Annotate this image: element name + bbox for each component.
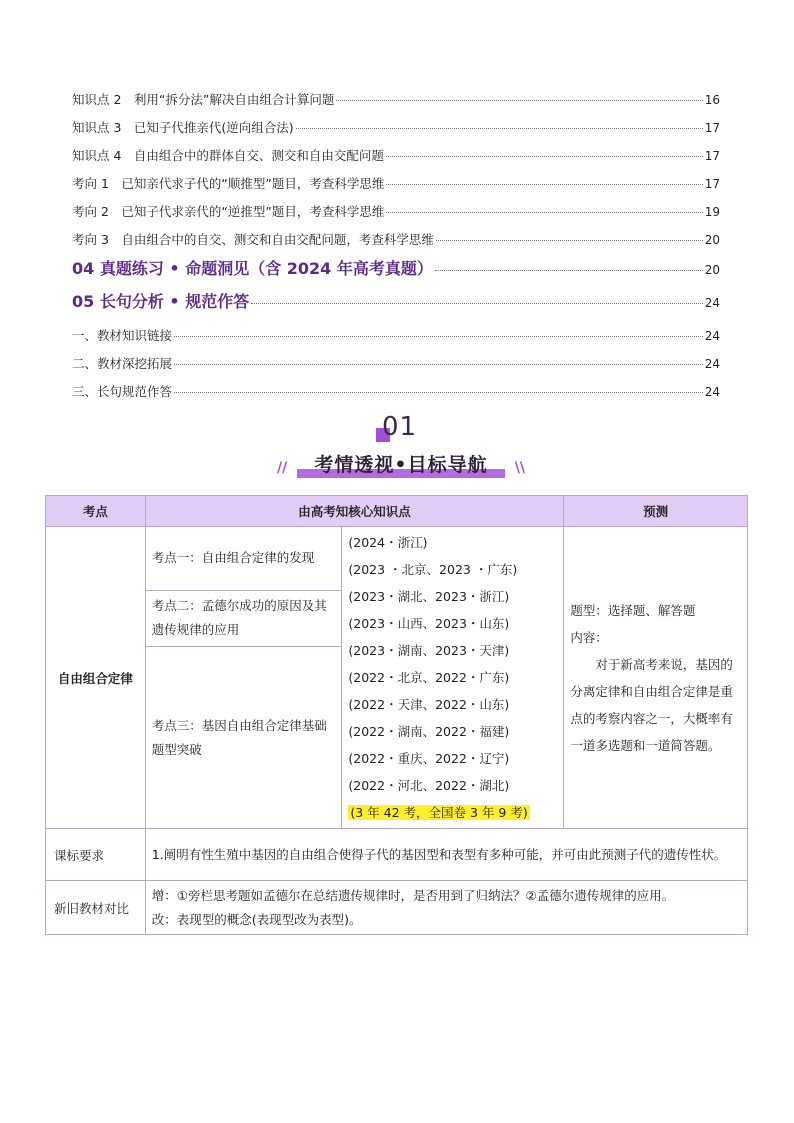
header-predict: 预测 xyxy=(564,496,748,527)
toc-label: 知识点 2 利用“拆分法”解决自由组合计算问题 xyxy=(72,92,335,107)
toc-row-section[interactable] xyxy=(72,261,720,278)
years-list xyxy=(342,527,563,828)
section-heading xyxy=(0,408,794,478)
point-cell: 考点三：基因自由组合定律基础题型突破 xyxy=(145,647,342,829)
toc-leader xyxy=(336,100,702,101)
toc-label: 05 长句分析 • 规范作答 xyxy=(72,292,250,311)
slash-decoration-right: \\ xyxy=(514,460,525,476)
point-cell: 考点一：自由组合定律的发现 xyxy=(145,527,342,591)
year-item: (2022・河北、2022・湖北) xyxy=(348,778,510,793)
toc-page: 24 xyxy=(704,296,720,310)
header-kaodian: 考点 xyxy=(46,496,146,527)
year-item: (2023 ・北京、2023 ・广东) xyxy=(348,562,518,577)
toc-label: 考向 1 已知亲代求子代的“顺推型”题目，考查科学思维 xyxy=(72,176,385,191)
year-item: (2022・北京、2022・广东) xyxy=(348,670,510,685)
toc-row-section[interactable] xyxy=(72,294,720,311)
point-cell: 考点二：孟德尔成功的原因及其遗传规律的应用 xyxy=(145,590,342,647)
exam-overview-table xyxy=(45,495,748,935)
toc-row[interactable] xyxy=(72,204,720,220)
header-core-knowledge: 由高考知核心知识点 xyxy=(145,496,564,527)
toc-row[interactable] xyxy=(72,176,720,192)
toc-row[interactable] xyxy=(72,356,720,372)
toc-row[interactable] xyxy=(72,120,720,136)
toc-page: 17 xyxy=(704,177,720,191)
toc-label: 二、教材深挖拓展 xyxy=(72,356,173,371)
toc-page: 17 xyxy=(704,121,720,135)
table-row xyxy=(46,527,748,591)
toc-leader xyxy=(174,364,703,365)
toc-leader xyxy=(296,128,703,129)
toc-page: 24 xyxy=(704,329,720,343)
toc-label: 考向 2 已知子代求亲代的“逆推型”题目，考查科学思维 xyxy=(72,204,385,219)
section-number xyxy=(376,412,436,442)
toc-row[interactable] xyxy=(72,148,720,164)
toc-label: 考向 3 自由组合中的自交、测交和自由交配问题，考查科学思维 xyxy=(72,232,434,247)
year-item: (2022・重庆、2022・辽宁) xyxy=(348,751,510,766)
predict-type: 题型：选择题、解答题 xyxy=(570,602,696,618)
toc-label: 一、教材知识链接 xyxy=(72,328,173,343)
year-item: (2022・湖南、2022・福建) xyxy=(348,724,510,739)
toc-label: 知识点 4 自由组合中的群体自交、测交和自由交配问题 xyxy=(72,148,384,163)
compare-cell xyxy=(145,881,747,935)
toc-page: 16 xyxy=(704,93,720,107)
toc-page: 20 xyxy=(704,233,720,247)
topic-cell: 自由组合定律 xyxy=(46,527,146,829)
toc-page: 24 xyxy=(704,357,720,371)
curriculum-label: 课标要求 xyxy=(46,829,146,881)
toc-label: 04 真题练习 • 命题洞见（含 2024 年高考真题） xyxy=(72,259,433,278)
year-item: (2023・湖北、2023・浙江) xyxy=(348,589,510,604)
year-summary-highlight xyxy=(348,799,557,826)
year-item: (2024・浙江) xyxy=(348,535,428,550)
table-row xyxy=(46,829,748,881)
toc-leader xyxy=(436,240,703,241)
toc-label: 知识点 3 已知子代推亲代(逆向组合法) xyxy=(72,120,294,135)
section-number-text: 01 xyxy=(382,412,418,442)
toc-label: 三、长句规范作答 xyxy=(72,384,173,399)
section-title: 考情透视•目标导航 xyxy=(314,454,488,476)
year-item: (2023・山西、2023・山东) xyxy=(348,616,510,631)
years-cell xyxy=(342,527,564,829)
toc-row[interactable] xyxy=(72,328,720,344)
toc-leader xyxy=(251,303,703,304)
compare-change: 改：表现型的概念(表现型改为表型)。 xyxy=(151,911,362,927)
toc-leader xyxy=(174,336,703,337)
table-of-contents xyxy=(72,92,720,400)
toc-leader xyxy=(435,270,703,271)
toc-row[interactable] xyxy=(72,92,720,108)
highlight-text: (3 年 42 考，全国卷 3 年 9 考) xyxy=(350,805,528,820)
table-row xyxy=(46,881,748,935)
table-header-row xyxy=(46,496,748,527)
year-item: (2022・天津、2022・山东) xyxy=(348,697,510,712)
toc-leader xyxy=(174,392,703,393)
slash-decoration-left: // xyxy=(277,460,288,476)
predict-content-label: 内容： xyxy=(570,629,608,645)
toc-leader xyxy=(386,184,702,185)
toc-page: 20 xyxy=(704,263,720,277)
compare-label: 新旧教材对比 xyxy=(46,881,146,935)
compare-add: 增：①旁栏思考题如孟德尔在总结遗传规律时，是否用到了归纳法？②孟德尔遗传规律的应用。 xyxy=(151,887,675,903)
toc-page: 17 xyxy=(704,149,720,163)
year-item: (2023・湖南、2023・天津) xyxy=(348,643,510,658)
toc-leader xyxy=(386,212,702,213)
toc-row[interactable] xyxy=(72,384,720,400)
toc-page: 19 xyxy=(704,205,720,219)
predict-cell xyxy=(564,527,748,829)
toc-page: 24 xyxy=(704,385,720,399)
section-title-bar xyxy=(277,450,525,480)
toc-row[interactable] xyxy=(72,232,720,248)
toc-leader xyxy=(386,156,703,157)
predict-content: 对于新高考来说，基因的分离定律和自由组合定律是重点的考察内容之一，大概率有一道多选题和一道简答题。 xyxy=(570,656,733,753)
curriculum-text: 1.阐明有性生殖中基因的自由组合使得子代的基因型和表型有多种可能，并可由此预测子代的遗传性状。 xyxy=(145,829,747,881)
